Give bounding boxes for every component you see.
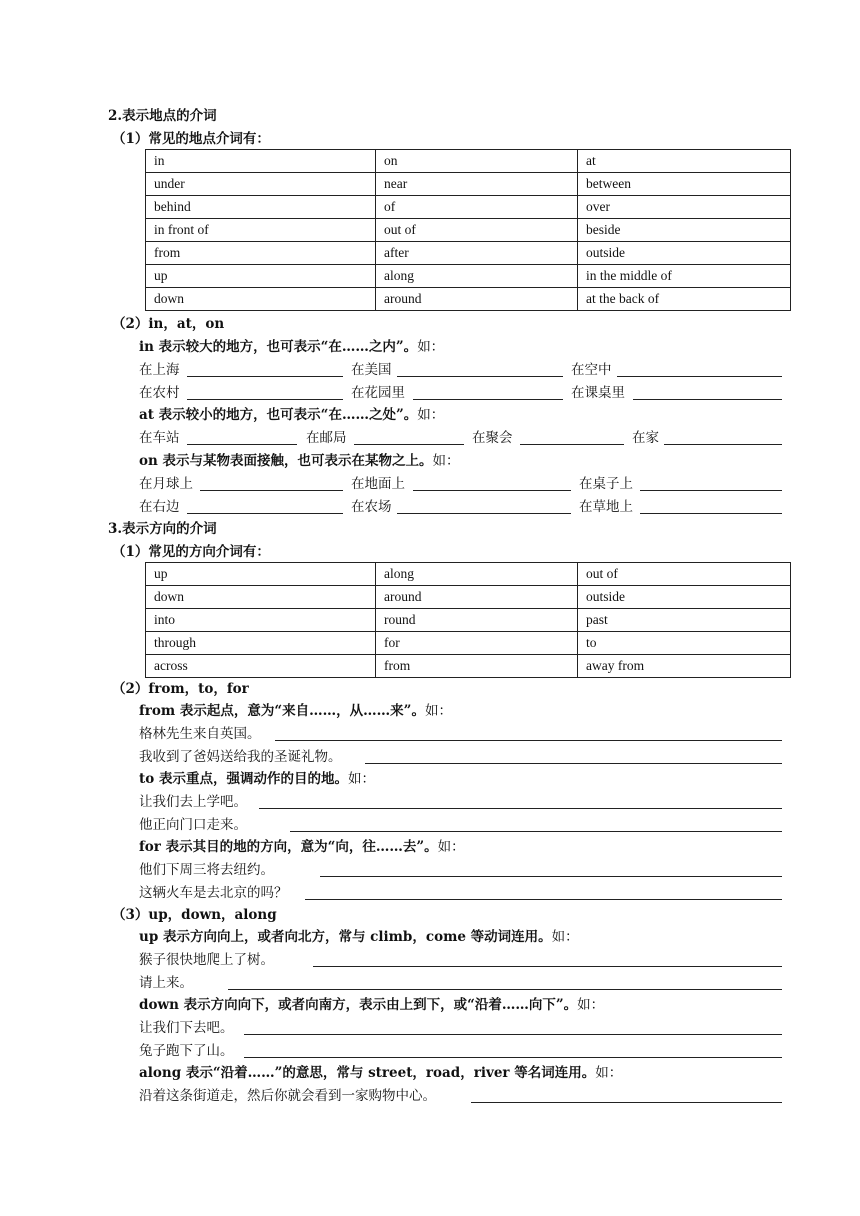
exercise-label: 在家: [632, 430, 659, 446]
exercise-label: 在地面上: [351, 476, 405, 492]
rule-on: on 表示与某物表面接触，也可表示在某物之上。如：: [139, 453, 460, 469]
exercise-label: 在月球上: [139, 476, 193, 492]
exercise-label: 在桌子上: [579, 476, 633, 492]
table-cell: near: [376, 173, 578, 196]
table-cell: along: [376, 563, 578, 586]
table-row: [146, 655, 791, 678]
table-cell: along: [376, 265, 578, 288]
table-cell: at the back of: [578, 288, 791, 311]
answer-blank[interactable]: [365, 746, 782, 764]
exercise-label: 在聚会: [472, 430, 513, 446]
exercise-label: 在邮局: [306, 430, 347, 446]
subheading-in-at-on: （2）in，at，on: [112, 316, 225, 332]
subheading-up-down-along: （3）up，down，along: [112, 907, 277, 923]
table-cell: out of: [376, 219, 578, 242]
rule-in: in 表示较大的地方，也可表示“在……之内”。如：: [139, 339, 445, 355]
answer-blank[interactable]: [187, 359, 343, 377]
exercise-label: 让我们去上学吧。: [139, 794, 247, 810]
table-cell: to: [578, 632, 791, 655]
table-cell: away from: [578, 655, 791, 678]
answer-blank[interactable]: [313, 949, 782, 967]
answer-blank[interactable]: [354, 427, 464, 445]
section-title-place: 2.表示地点的介词: [108, 108, 217, 124]
answer-blank[interactable]: [520, 427, 624, 445]
exercise-label: 让我们下去吧。: [139, 1020, 234, 1036]
table-cell: around: [376, 586, 578, 609]
answer-blank[interactable]: [413, 473, 571, 491]
answer-blank[interactable]: [305, 882, 782, 900]
table-cell: outside: [578, 242, 791, 265]
answer-blank[interactable]: [187, 496, 343, 514]
table-cell: behind: [146, 196, 376, 219]
table-cell: down: [146, 586, 376, 609]
table-cell: between: [578, 173, 791, 196]
exercise-label: 他们下周三将去纽约。: [139, 862, 274, 878]
table-cell: over: [578, 196, 791, 219]
exercise-label: 在上海: [139, 362, 180, 378]
rule-along: along 表示“沿着……”的意思，常与 street，road，river 等名词连用。如：: [139, 1065, 623, 1081]
answer-blank[interactable]: [275, 723, 782, 741]
exercise-label: 在农场: [351, 499, 392, 515]
answer-blank[interactable]: [259, 791, 782, 809]
answer-blank[interactable]: [664, 427, 782, 445]
rule-for: for 表示其目的地的方向，意为“向，往……去”。如：: [139, 839, 465, 855]
answer-blank[interactable]: [633, 382, 782, 400]
exercise-label: 在美国: [351, 362, 392, 378]
table-cell: around: [376, 288, 578, 311]
table-cell: across: [146, 655, 376, 678]
exercise-label: 在花园里: [351, 385, 405, 401]
exercise-label: 在车站: [139, 430, 180, 446]
exercise-label: 在空中: [571, 362, 612, 378]
table-cell: in front of: [146, 219, 376, 242]
table-cell: up: [146, 265, 376, 288]
exercise-label: 在课桌里: [571, 385, 625, 401]
exercise-label: 在农村: [139, 385, 180, 401]
answer-blank[interactable]: [228, 972, 782, 990]
subheading-direction-list: （1）常见的方向介词有：: [112, 544, 270, 560]
table-row: [146, 196, 791, 219]
answer-blank[interactable]: [617, 359, 782, 377]
answer-blank[interactable]: [397, 359, 563, 377]
answer-blank[interactable]: [413, 382, 563, 400]
rule-from: from 表示起点，意为“来自……，从……来”。如：: [139, 703, 452, 719]
table-row: [146, 632, 791, 655]
rule-up: up 表示方向向上，或者向北方，常与 climb，come 等动词连用。如：: [139, 929, 579, 945]
exercise-label: 他正向门口走来。: [139, 817, 247, 833]
exercise-label: 请上来。: [139, 975, 193, 991]
table-cell: beside: [578, 219, 791, 242]
table-cell: from: [376, 655, 578, 678]
exercise-label: 沿着这条街道走，然后你就会看到一家购物中心。: [139, 1088, 436, 1104]
exercise-label: 猴子很快地爬上了树。: [139, 952, 274, 968]
table-cell: into: [146, 609, 376, 632]
answer-blank[interactable]: [200, 473, 343, 491]
direction-preposition-table: [145, 562, 791, 678]
table-cell: out of: [578, 563, 791, 586]
answer-blank[interactable]: [640, 473, 782, 491]
table-row: [146, 609, 791, 632]
exercise-label: 格林先生来自英国。: [139, 726, 261, 742]
table-row: [146, 563, 791, 586]
answer-blank[interactable]: [244, 1040, 782, 1058]
exercise-label: 在草地上: [579, 499, 633, 515]
answer-blank[interactable]: [320, 859, 782, 877]
exercise-label: 在右边: [139, 499, 180, 515]
table-cell: outside: [578, 586, 791, 609]
table-cell: for: [376, 632, 578, 655]
place-preposition-table: [145, 149, 791, 311]
subheading-place-list: （1）常见的地点介词有：: [112, 131, 270, 147]
table-row: [146, 288, 791, 311]
table-row: [146, 586, 791, 609]
table-cell: up: [146, 563, 376, 586]
table-cell: on: [376, 150, 578, 173]
exercise-label: 这辆火车是去北京的吗？: [139, 885, 288, 901]
answer-blank[interactable]: [187, 382, 343, 400]
table-cell: at: [578, 150, 791, 173]
rule-at: at 表示较小的地方，也可表示“在……之处”。如：: [139, 407, 445, 423]
exercise-label: 兔子跑下了山。: [139, 1043, 234, 1059]
table-cell: of: [376, 196, 578, 219]
answer-blank[interactable]: [290, 814, 782, 832]
table-cell: in: [146, 150, 376, 173]
rule-down: down 表示方向向下，或者向南方，表示由上到下，或“沿着……向下”。如：: [139, 997, 605, 1013]
table-cell: in the middle of: [578, 265, 791, 288]
answer-blank[interactable]: [471, 1085, 782, 1103]
answer-blank[interactable]: [244, 1017, 782, 1035]
table-row: [146, 242, 791, 265]
answer-blank[interactable]: [640, 496, 782, 514]
section-title-direction: 3.表示方向的介词: [108, 521, 217, 537]
answer-blank[interactable]: [187, 427, 297, 445]
table-cell: past: [578, 609, 791, 632]
table-cell: down: [146, 288, 376, 311]
subheading-from-to-for: （2）from，to，for: [112, 681, 249, 697]
rule-to: to 表示重点，强调动作的目的地。如：: [139, 771, 375, 787]
table-row: [146, 219, 791, 242]
table-cell: after: [376, 242, 578, 265]
table-cell: from: [146, 242, 376, 265]
exercise-label: 我收到了爸妈送给我的圣诞礼物。: [139, 749, 342, 765]
answer-blank[interactable]: [397, 496, 571, 514]
table-cell: through: [146, 632, 376, 655]
table-row: [146, 265, 791, 288]
table-cell: under: [146, 173, 376, 196]
table-row: [146, 150, 791, 173]
table-cell: round: [376, 609, 578, 632]
table-row: [146, 173, 791, 196]
